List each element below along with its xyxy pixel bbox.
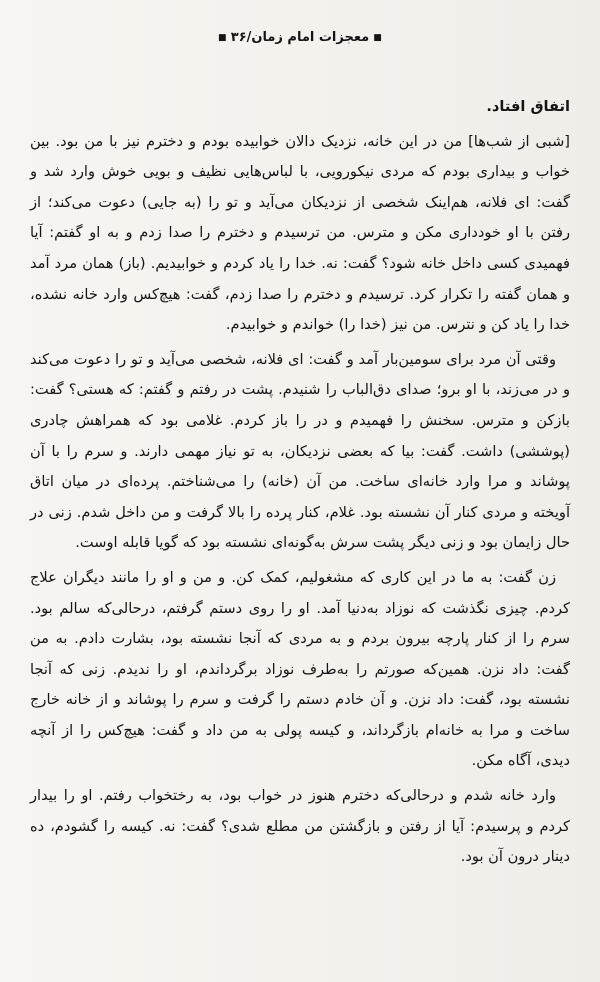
running-header-title: معجزات امام زمان/۳۶ [230, 30, 370, 45]
body-text [30, 92, 570, 873]
paragraph: وقتی آن مرد برای سومین‌بار آمد و گفت: ای فلانه، شخصی می‌آید و تو را دعوت می‌کند و در می‌زند، با او برو؛ صدای دق‌الباب را شنیدم. پشت در رفتم و گفتم: که هستی؟ گفت: بازکن و مترس. سخنش را فهمیدم و در را باز کردم. غلامی بود که همراهش چادری (پوششی) داشت. گفت: بیا که بعضی نزدیکان، به تو نیاز مهمی دارند. و سرم را با آن پوشاند و مرا وارد خانه‌ای ساخت. من آن (خانه) را می‌شناختم. پرده‌ای در میان اتاق آویخته و مردی کنار آن نشسته بود. غلام، کنار پرده را بالا گرفت و من داخل شدم. زنی در حال زایمان بود و زنی دیگر پشت سرش به‌گونه‌ای نشسته بود که گویا قابله اوست. [30, 350, 570, 552]
paragraph: زن گفت: به ما در این کاری که مشغولیم، کمک کن. و من و او را مانند دیگران علاج کردم. چیزی نگذشت که نوزاد به‌دنیا آمد. او را روی دستم گرفتم، درحالی‌که سالم بود. سرم را از کنار پارچه بیرون بردم و به مردی که آنجا نشسته بود، بشارت دادم. به من گفت: داد نزن. همین‌که صورتم را به‌طرف نوزاد برگرداندم، او را ندیدم. زنی که آنجا نشسته بود، گفت: داد نزن. و آن خادم دستم را گرفت و سرم را پوشاند و از خانه خارج ساخت و مرا به خانه‌ام بازگرداند، و کیسه پولی به من داد و گفت: هیچ‌کس را از آنچه دیدی، آگاه مکن. [30, 568, 570, 770]
paragraph-opening: اتفاق افتاد. [486, 98, 570, 115]
header-bullet-icon: ■ [218, 32, 227, 43]
paragraph: وارد خانه شدم و درحالی‌که دخترم هنوز در خواب بود، به رختخواب رفتم. او را بیدار کردم و پرسیدم: آیا از رفتن و بازگشتن من مطلع شدی؟ گفت: نه. کیسه را گشودم، ده دینار درون آن بود. [30, 787, 570, 866]
paragraph: [شبی از شب‌ها] من در این خانه، نزدیک دالان خوابیده بودم و دخترم نیز با من بود. بین خواب و بیداری بودم که مردی نیکورویی، با لباس‌هایی نظیف و بویی خوش وارد شد و گفت: ای فلانه، هم‌اینک شخصی از نزدیکان می‌آید و تو را (به جایی) دعوت می‌کند؛ از رفتن با او خودداری مکن و مترس. من ترسیدم و دخترم را صدا زدم و به او گفتم: آیا فهمیدی کسی داخل خانه شود؟ گفت: نه. خدا را یاد کردم و خوابیدیم. (باز) همان مرد آمد و همان گفته را تکرار کرد. ترسیدم و دخترم را صدا زدم، گفت: هیچ‌کس وارد خانه نشده، خدا را یاد کن و نترس. من نیز (خدا را) خواندم و خوابیدم. [30, 132, 570, 334]
running-header [0, 30, 600, 45]
header-bullet-icon: ■ [373, 32, 382, 43]
